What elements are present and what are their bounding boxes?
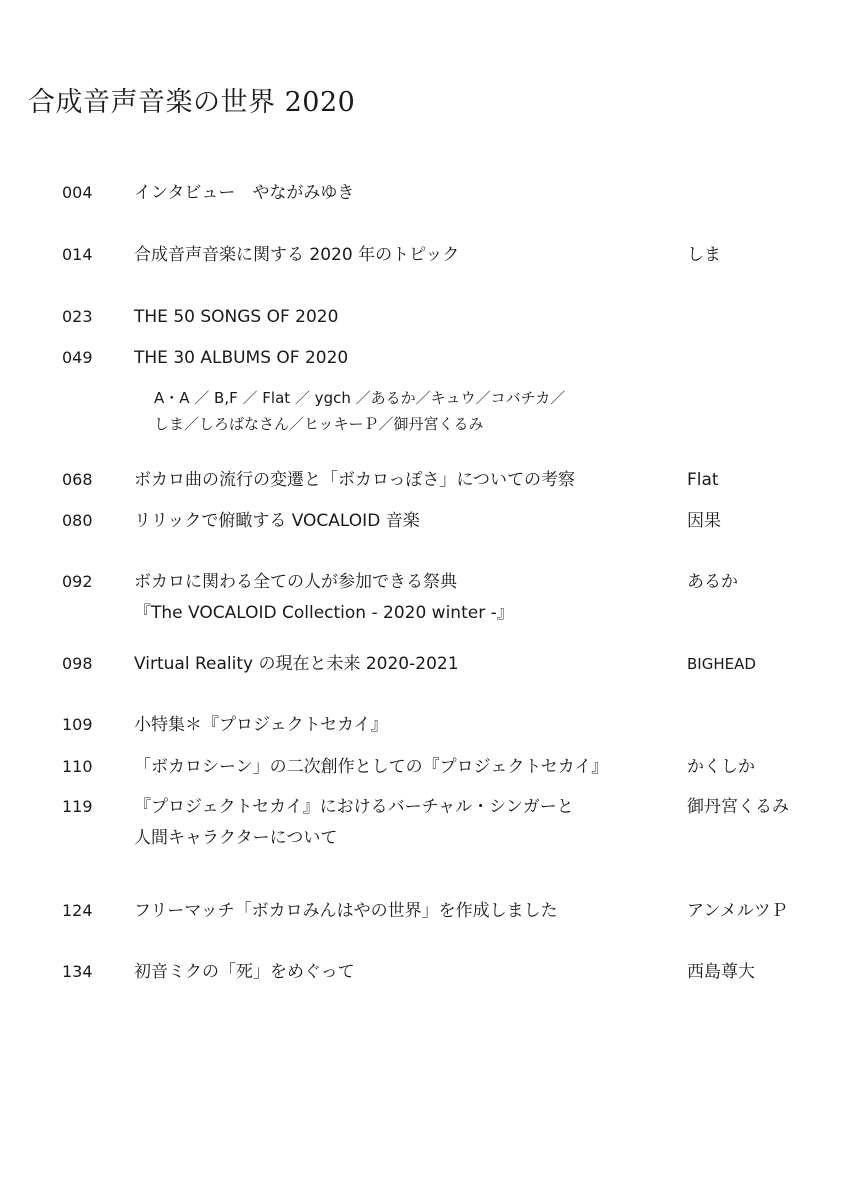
entry-title: Virtual Reality の現在と未来 2020-2021: [134, 654, 459, 674]
page-number: 092: [62, 572, 93, 591]
page-number: 134: [62, 962, 93, 981]
page-number: 124: [62, 901, 93, 920]
entry-title: インタビュー やながみゆき: [134, 183, 355, 203]
entry-title-line2: 人間キャラクターについて: [134, 828, 338, 848]
entry-title: 合成音声音楽に関する 2020 年のトピック: [134, 245, 460, 265]
entry-title: フリーマッチ「ボカロみんはやの世界」を作成しました: [134, 901, 558, 921]
page-number: 004: [62, 183, 93, 202]
entry-author: 因果: [687, 511, 721, 531]
page-number: 098: [62, 654, 93, 673]
entry-title: リリックで俯瞰する VOCALOID 音楽: [134, 511, 420, 531]
entry-author: アンメルツＰ: [687, 901, 788, 921]
contributors-line: A・A ／ B,F ／ Flat ／ ygch ／あるか／キュウ／コバチカ／: [154, 389, 566, 407]
page-number: 014: [62, 245, 93, 264]
entry-author: 御丹宮くるみ: [687, 797, 789, 817]
entry-title: THE 50 SONGS OF 2020: [134, 307, 339, 327]
entry-author: あるか: [687, 572, 738, 592]
page-number: 023: [62, 307, 93, 326]
page-title: 合成音声音楽の世界 2020: [28, 87, 356, 118]
entry-title: ボカロ曲の流行の変遷と「ボカロっぽさ」についての考察: [134, 470, 575, 490]
entry-title: 小特集＊『プロジェクトセカイ』: [134, 715, 388, 735]
entry-title: 初音ミクの「死」をめぐって: [134, 962, 355, 982]
entry-title-line2: 『The VOCALOID Collection - 2020 winter -』: [134, 603, 514, 623]
page-number: 068: [62, 470, 93, 489]
entry-author: 西島尊大: [687, 962, 755, 982]
contributors-line: しま／しろばなさん／ヒッキーＰ／御丹宮くるみ: [154, 415, 484, 433]
entry-title: ボカロに関わる全ての人が参加できる祭典: [134, 572, 457, 592]
entry-title: 『プロジェクトセカイ』におけるバーチャル・シンガーと: [134, 797, 574, 817]
entry-author: Flat: [687, 470, 719, 490]
entry-title: THE 30 ALBUMS OF 2020: [134, 348, 349, 368]
page-number: 049: [62, 348, 93, 367]
entry-author: しま: [687, 245, 721, 265]
page-number: 119: [62, 797, 93, 816]
entry-author: BIGHEAD: [687, 655, 756, 673]
page-number: 110: [62, 757, 93, 776]
page-number: 080: [62, 511, 93, 530]
entry-author: かくしか: [687, 757, 755, 777]
page-number: 109: [62, 715, 93, 734]
entry-title: 「ボカロシーン」の二次創作としての『プロジェクトセカイ』: [134, 757, 609, 777]
